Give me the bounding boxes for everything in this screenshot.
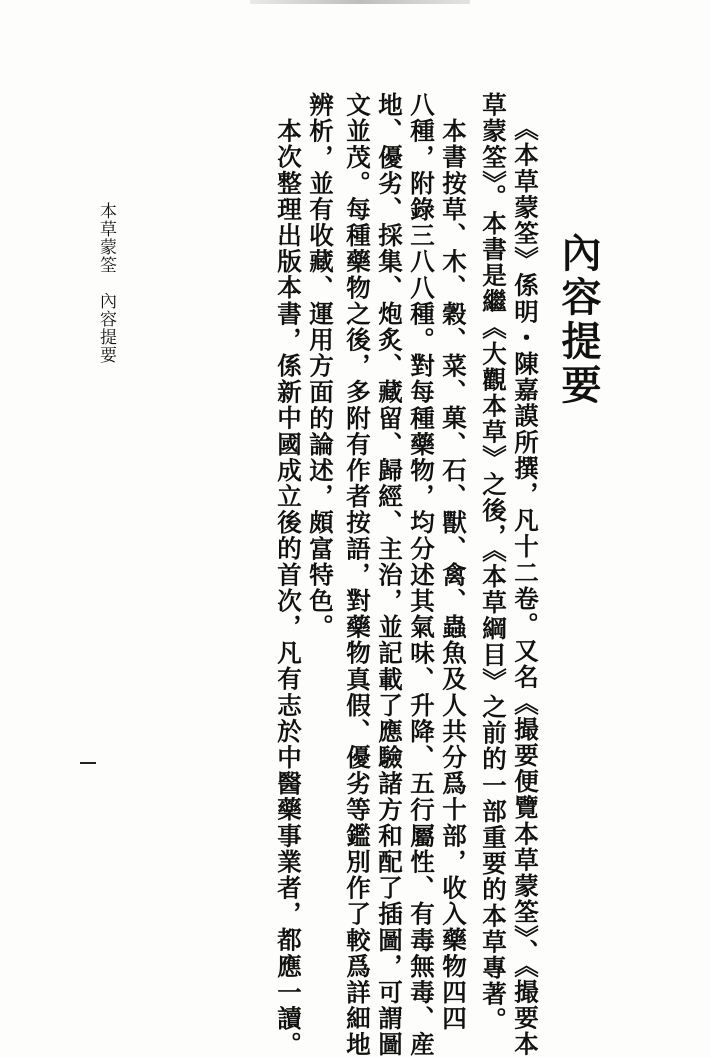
- body-column-2: 草蒙筌》。本書是繼《大觀本草》之後，《本草綱目》之前的一部重要的本草專著。: [479, 92, 508, 1034]
- scan-edge-mark: [250, 0, 470, 4]
- running-head: 本草蒙筌 內容提要: [96, 202, 116, 364]
- body-column-3: 本書按草、木、穀、菜、菓、石、獸、禽、蟲魚及人共分爲十部，收入藥物四四: [439, 118, 468, 1032]
- page-title: 內容提要: [555, 232, 602, 408]
- body-column-8: 本次整理出版本書，係新中國成立後的首次，凡有志於中醫藥事業者，都應一讀。: [274, 118, 303, 1058]
- page-number: [80, 762, 96, 764]
- body-column-5: 地、優劣、採集、炮炙、藏留、歸經、主治，並記載了應驗諸方和配了插圖，可謂圖: [375, 92, 404, 1058]
- body-column-4: 八種，附錄三八八種。對每種藥物，均分述其氣味、升降、五行屬性、有毒無毒、産: [407, 92, 436, 1058]
- body-column-6: 文並茂。每種藥物之後，多附有作者按語，對藥物真假、優劣等鑑別作了較爲詳細地: [343, 92, 372, 1058]
- body-column-1: 《本草蒙筌》係明・陳嘉謨所撰，凡十二卷。又名《撮要便覽本草蒙筌》、《撮要本: [511, 116, 540, 1058]
- body-column-7: 辨析，並有收藏、運用方面的論述，頗富特色。: [306, 92, 335, 641]
